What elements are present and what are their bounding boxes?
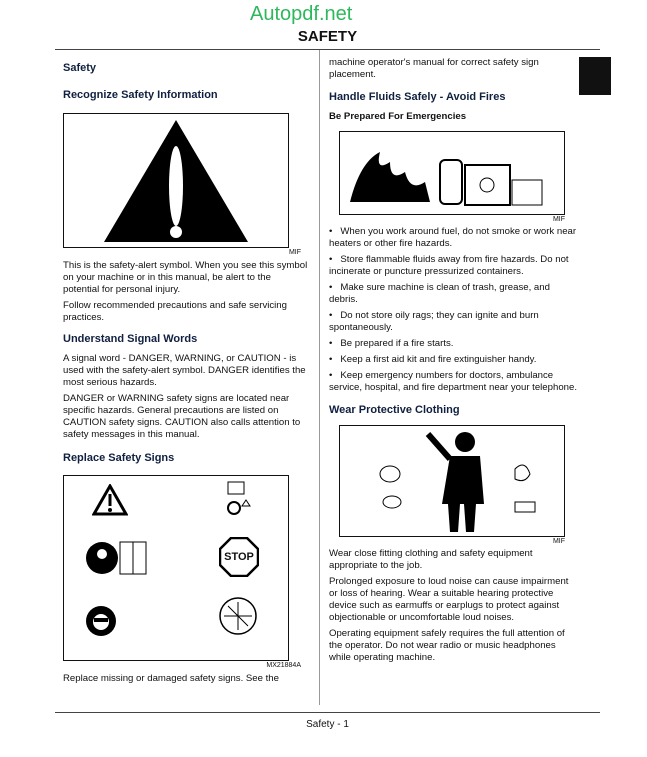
stop-sign-icon	[219, 537, 259, 577]
list-item: • Be prepared if a fire starts.	[329, 338, 454, 349]
list-item: • Do not store oily rags; they can ignite and burn spontaneously.	[329, 310, 539, 333]
paragraph: Follow recommended precautions and safe servicing practices.	[63, 300, 287, 323]
figure-caption: MIF	[552, 216, 565, 223]
safety-signs-figure	[63, 475, 289, 661]
fire-emergency-figure	[339, 131, 565, 215]
column-divider	[319, 50, 320, 705]
right-column	[329, 57, 577, 668]
figure-caption: MX21884A	[266, 662, 301, 669]
machine-hazard-icon	[224, 480, 254, 518]
safety-alert-triangle-icon	[64, 114, 288, 247]
figure-caption: MIF	[288, 249, 301, 256]
paragraph: Wear close fitting clothing and safety equipment appropriate to the job.	[329, 548, 533, 571]
list-item: • Make sure machine is clean of trash, grease, and debris.	[329, 282, 550, 305]
protective-gear-icon	[84, 604, 118, 638]
paragraph: machine operator's manual for correct safety sign placement.	[329, 57, 539, 80]
fire-and-first-aid-icon	[340, 132, 564, 214]
figure-caption: MIF	[552, 538, 565, 545]
left-column	[63, 61, 308, 689]
section-tab-marker	[579, 57, 611, 95]
read-manual-icon	[84, 538, 148, 578]
list-item: • Keep a first aid kit and fire extinguisher handy.	[329, 354, 537, 365]
list-item: • Keep emergency numbers for doctors, ambulance service, hospital, and fire department near your telephone.	[329, 370, 577, 393]
page-footer: Safety - 1	[55, 712, 600, 731]
heading-replace-signs: Replace Safety Signs	[63, 452, 175, 464]
worker-protective-gear-icon	[340, 426, 564, 536]
subheading-emergencies: Be Prepared For Emergencies	[329, 111, 467, 122]
paragraph: A signal word - DANGER, WARNING, or CAUTION - is used with the safety-alert symbol. DANGER identifies the most serious hazards.	[63, 353, 306, 388]
paragraph: DANGER or WARNING safety signs are located near specific hazards. General precautions are listed on CAUTION safety signs. CAUTION also calls attention to safety messages in this manual.	[63, 393, 301, 440]
page-title: SAFETY	[55, 28, 600, 50]
list-item: • Store flammable fluids away from fire hazards. Do not incinerate or puncture pressurized containers.	[329, 254, 569, 277]
section-heading: Safety	[63, 62, 97, 74]
paragraph: Prolonged exposure to loud noise can cause impairment or loss of hearing. Wear a suitable hearing protective device such as earmuffs or earplugs to protect against objectionable or uncomfortable loud noises.	[329, 576, 569, 623]
fire-safety-list	[329, 226, 577, 394]
rotating-parts-hazard-icon	[216, 594, 260, 638]
heading-signal-words: Understand Signal Words	[63, 333, 198, 345]
warning-triangle-icon	[92, 484, 128, 516]
watermark: Autopdf.net	[250, 3, 353, 25]
protective-clothing-figure	[339, 425, 565, 537]
heading-recognize: Recognize Safety Information	[63, 89, 218, 101]
paragraph: Replace missing or damaged safety signs. See the	[63, 673, 279, 684]
list-item: • When you work around fuel, do not smoke or work near heaters or other fire hazards.	[329, 226, 577, 249]
heading-protective-clothing: Wear Protective Clothing	[329, 404, 460, 416]
heading-fluids: Handle Fluids Safely - Avoid Fires	[329, 91, 506, 103]
paragraph: This is the safety-alert symbol. When you see this symbol on your machine or in this manual, be alert to the potential for personal injury.	[63, 260, 308, 295]
safety-alert-figure	[63, 113, 289, 248]
stop-label: STOP	[224, 551, 254, 563]
paragraph: Operating equipment safely requires the full attention of the operator. Do not wear radio or music headphones while operating machine.	[329, 628, 565, 663]
